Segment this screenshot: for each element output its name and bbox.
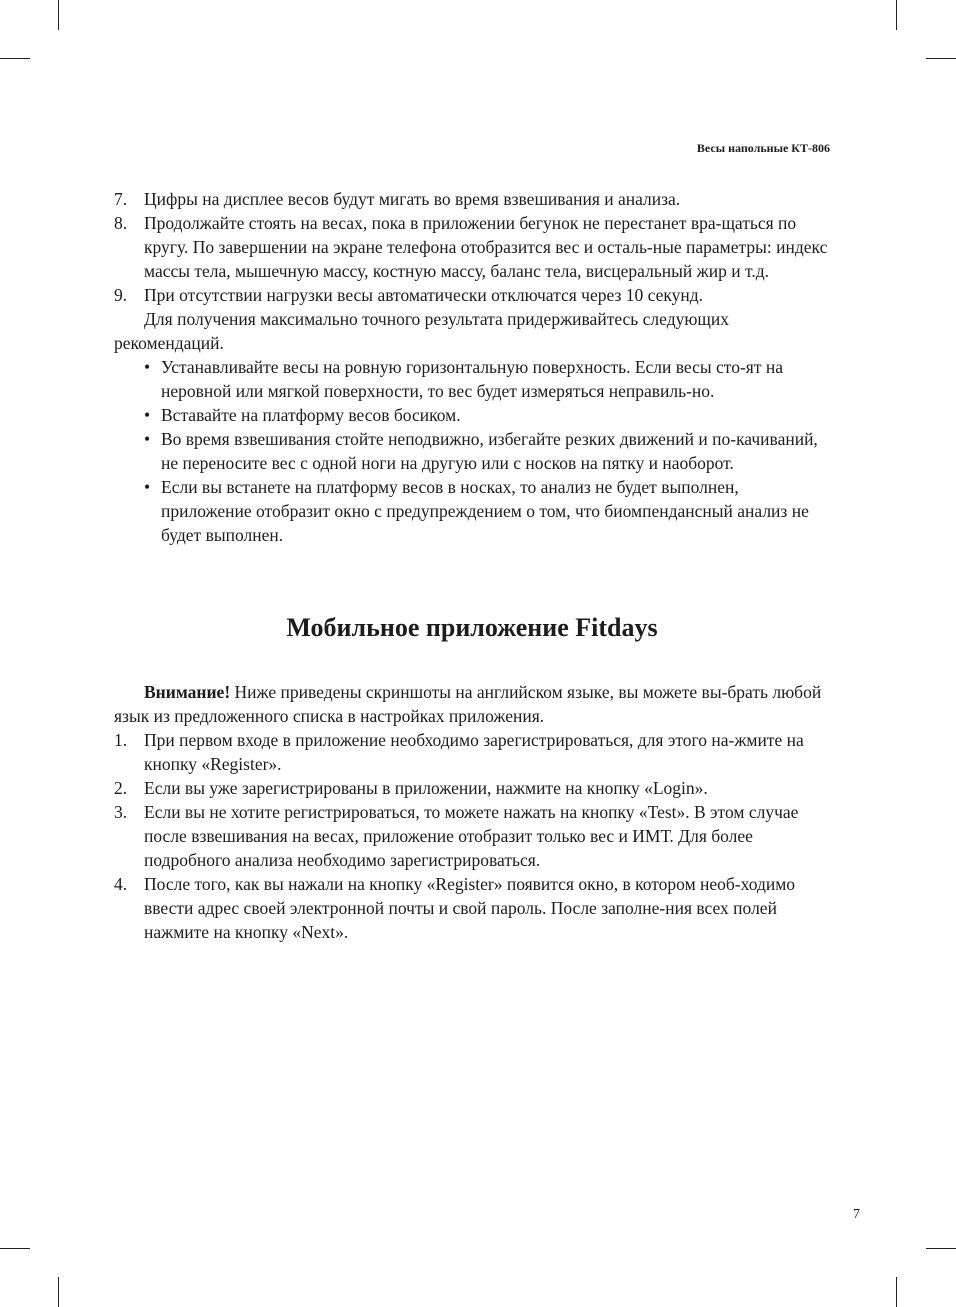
list-item <box>114 872 830 944</box>
bullet-item <box>144 427 830 475</box>
list-item <box>114 800 830 872</box>
list-item-text: При отсутствии нагрузки весы автоматически отключатся через 10 секунд. <box>144 285 704 305</box>
section-title: Мобильное приложение Fitdays <box>286 613 658 642</box>
bullet-symbol: • <box>144 405 151 425</box>
list-item-number: 1. <box>114 730 128 750</box>
list-item-number: 9. <box>114 285 128 305</box>
attention-text: Ниже приведены скриншоты на английском языке, вы можете вы-брать любой язык из предложенного списка в настройках приложения. <box>114 682 822 726</box>
list-item <box>114 283 830 307</box>
bullet-item <box>144 355 830 403</box>
crop-mark-top-left <box>58 0 59 30</box>
crop-mark-right-bottom <box>926 1248 956 1249</box>
attention-paragraph <box>114 680 830 728</box>
list-item <box>114 211 830 283</box>
list-item-number: 7. <box>114 189 128 209</box>
list-item-number: 2. <box>114 778 128 798</box>
page-content <box>114 187 830 944</box>
crop-mark-bottom-left <box>58 1277 59 1307</box>
list-item-number: 8. <box>114 213 128 233</box>
list-item <box>114 776 830 800</box>
list-item <box>114 728 830 776</box>
crop-mark-left-top <box>0 58 30 59</box>
list-item-text: При первом входе в приложение необходимо зарегистрироваться, для этого на-жмите на кнопку «Register». <box>144 730 804 774</box>
page-number: 7 <box>853 1207 860 1222</box>
bullet-symbol: • <box>144 429 151 449</box>
running-head: Весы напольные КТ-806 <box>696 141 830 155</box>
crop-mark-top-right <box>896 0 897 30</box>
bullet-text: Если вы встанете на платформу весов в носках, то анализ не будет выполнен, приложение отобразит окно с предупреждением о том, что биомпендансный анализ не будет выполнен. <box>161 477 809 545</box>
list-item-text: Цифры на дисплее весов будут мигать во время взвешивания и анализа. <box>144 189 681 209</box>
list-item-number: 3. <box>114 802 128 822</box>
list-item-text: После того, как вы нажали на кнопку «Register» появится окно, в котором необ-ходимо ввести адрес своей электронной почты и свой пароль. После заполне-ния всех полей нажмите на кнопку «Next». <box>144 874 796 942</box>
bullet-text: Устанавливайте весы на ровную горизонтальную поверхность. Если весы сто-ят на неровной или мягкой поверхности, то вес будет измеряться неправиль-но. <box>161 357 783 401</box>
bullet-symbol: • <box>144 357 151 377</box>
bullet-item <box>144 475 830 547</box>
crop-mark-bottom-right <box>896 1277 897 1307</box>
list-item-number: 4. <box>114 874 128 894</box>
list-item-text: Если вы не хотите регистрироваться, то можете нажать на кнопку «Test». В этом случае после взвешивания на весах, приложение отобразит только вес и ИМТ. Для более подробного анализа необходимо зарегистрироваться. <box>144 802 799 870</box>
bullet-item <box>144 403 830 427</box>
crop-mark-left-bottom <box>0 1248 30 1249</box>
list-item <box>114 187 830 211</box>
crop-mark-right-top <box>926 58 956 59</box>
bullet-symbol: • <box>144 477 151 497</box>
recommendations-intro: Для получения максимально точного результата придерживайтесь следующих рекомендаций. <box>114 309 730 353</box>
bullet-text: Во время взвешивания стойте неподвижно, избегайте резких движений и по-качиваний, не переносите вес с одной ноги на другую или с носков на пятку и наоборот. <box>161 429 818 473</box>
list-item-text: Продолжайте стоять на весах, пока в приложении бегунок не перестанет вра-щаться по кругу. По завершении на экране телефона отобразится вес и осталь-ные параметры: индекс массы тела, мышечную массу, костную массу, баланс тела, висцеральный жир и т.д. <box>144 213 828 281</box>
attention-label: Внимание! <box>144 682 231 702</box>
recommendations-list <box>144 355 830 547</box>
list-item-text: Если вы уже зарегистрированы в приложении, нажмите на кнопку «Login». <box>144 778 708 798</box>
bullet-text: Вставайте на платформу весов босиком. <box>161 405 461 425</box>
